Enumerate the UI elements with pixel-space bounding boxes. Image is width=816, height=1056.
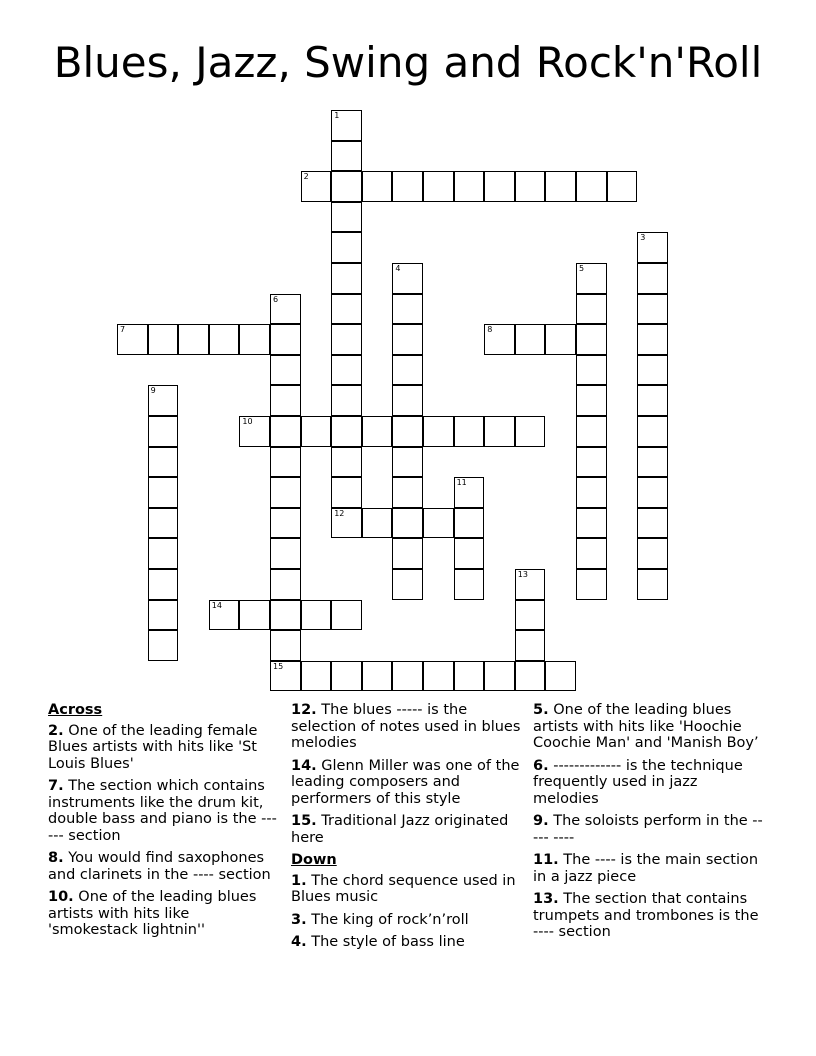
grid-cell[interactable] <box>270 661 301 692</box>
grid-cell[interactable] <box>576 508 607 539</box>
clue-number: 2. <box>48 722 64 739</box>
grid-cell[interactable] <box>362 661 393 692</box>
clue-number: 9. <box>533 813 549 829</box>
grid-cell[interactable] <box>270 294 301 325</box>
clue-item <box>533 891 765 941</box>
grid-cell[interactable] <box>637 416 668 447</box>
grid-cell[interactable] <box>117 324 148 355</box>
grid-cell[interactable] <box>148 538 179 569</box>
grid-cell[interactable] <box>515 416 546 447</box>
grid-cell[interactable] <box>392 355 423 386</box>
grid-cell[interactable] <box>454 171 485 202</box>
grid-cell[interactable] <box>454 538 485 569</box>
clue-text: Glenn Miller was one of the leading composers and performers of this style <box>291 757 520 807</box>
grid-cell[interactable] <box>239 416 270 447</box>
grid-cell[interactable] <box>637 324 668 355</box>
clue-item <box>291 912 523 929</box>
grid-cell[interactable] <box>576 263 607 294</box>
grid-cell[interactable] <box>392 477 423 508</box>
clue-text: ------------- is the technique frequently used in jazz melodies <box>533 757 743 807</box>
grid-cell[interactable] <box>576 171 607 202</box>
grid-cell[interactable] <box>637 538 668 569</box>
grid-cell[interactable] <box>331 232 362 263</box>
clue-item <box>291 934 523 951</box>
grid-cell[interactable] <box>148 569 179 600</box>
grid-cell[interactable] <box>515 661 546 692</box>
clue-item <box>533 758 765 808</box>
grid-cell[interactable] <box>576 324 607 355</box>
grid-cell[interactable] <box>454 477 485 508</box>
grid-cell[interactable] <box>454 661 485 692</box>
grid-cell[interactable] <box>637 477 668 508</box>
grid-cell[interactable] <box>515 171 546 202</box>
clue-item <box>48 778 280 844</box>
grid-cell[interactable] <box>148 630 179 661</box>
grid-cell[interactable] <box>331 263 362 294</box>
grid-cell[interactable] <box>270 569 301 600</box>
grid-cell[interactable] <box>637 294 668 325</box>
grid-cell[interactable] <box>331 447 362 478</box>
grid-cell[interactable] <box>331 202 362 233</box>
grid-cell[interactable] <box>637 508 668 539</box>
grid-cell[interactable] <box>454 508 485 539</box>
clue-number: 14. <box>291 757 317 774</box>
grid-cell[interactable] <box>454 416 485 447</box>
grid-cell[interactable] <box>301 600 332 631</box>
grid-cell[interactable] <box>392 661 423 692</box>
grid-cell[interactable] <box>484 416 515 447</box>
grid-cell[interactable] <box>301 171 332 202</box>
grid-cell[interactable] <box>331 477 362 508</box>
clue-number-label: 11 <box>456 478 467 488</box>
clue-item <box>48 723 280 773</box>
grid-cell[interactable] <box>148 477 179 508</box>
grid-cell[interactable] <box>270 538 301 569</box>
grid-cell[interactable] <box>270 416 301 447</box>
clue-text: The section which contains instruments like the drum kit, double bass and piano is the ------ section <box>48 778 277 844</box>
grid-cell[interactable] <box>362 416 393 447</box>
grid-cell[interactable] <box>301 661 332 692</box>
grid-cell[interactable] <box>331 600 362 631</box>
grid-cell[interactable] <box>576 355 607 386</box>
clue-text: Traditional Jazz originated here <box>291 813 509 846</box>
grid-cell[interactable] <box>637 232 668 263</box>
grid-cell[interactable] <box>270 355 301 386</box>
grid-cell[interactable] <box>301 416 332 447</box>
grid-cell[interactable] <box>331 324 362 355</box>
grid-cell[interactable] <box>392 508 423 539</box>
grid-cell[interactable] <box>576 569 607 600</box>
grid-cell[interactable] <box>392 385 423 416</box>
grid-cell[interactable] <box>331 661 362 692</box>
clue-text: You would find saxophones and clarinets in the ---- section <box>48 850 271 883</box>
grid-cell[interactable] <box>392 538 423 569</box>
grid-cell[interactable] <box>515 324 546 355</box>
clue-text: The king of rock’n’roll <box>306 911 469 928</box>
grid-cell[interactable] <box>637 569 668 600</box>
down-heading: Down <box>291 852 337 868</box>
grid-cell[interactable] <box>331 385 362 416</box>
grid-cell[interactable] <box>484 661 515 692</box>
clue-number-label: 12 <box>334 508 345 518</box>
grid-cell[interactable] <box>637 355 668 386</box>
clue-number: 11. <box>533 852 559 868</box>
clue-column-2 <box>291 702 523 957</box>
grid-cell[interactable] <box>576 447 607 478</box>
grid-cell[interactable] <box>576 477 607 508</box>
grid-cell[interactable] <box>331 110 362 141</box>
clue-item <box>291 873 523 906</box>
clue-number: 1. <box>291 872 307 889</box>
grid-cell[interactable] <box>270 508 301 539</box>
clue-number: 3. <box>291 911 307 928</box>
grid-cell[interactable] <box>423 171 454 202</box>
grid-cell[interactable] <box>148 508 179 539</box>
grid-cell[interactable] <box>331 416 362 447</box>
clue-number: 12. <box>291 702 317 718</box>
clue-number-label: 8 <box>487 325 493 335</box>
grid-cell[interactable] <box>270 324 301 355</box>
grid-cell[interactable] <box>331 171 362 202</box>
clue-item <box>291 702 523 752</box>
clue-item <box>533 852 765 885</box>
grid-cell[interactable] <box>484 171 515 202</box>
grid-cell[interactable] <box>362 171 393 202</box>
grid-cell[interactable] <box>178 324 209 355</box>
grid-cell[interactable] <box>576 294 607 325</box>
grid-cell[interactable] <box>362 508 393 539</box>
grid-cell[interactable] <box>515 630 546 661</box>
clue-number-label: 2 <box>303 172 309 182</box>
clue-number-label: 14 <box>211 600 222 610</box>
grid-cell[interactable] <box>392 171 423 202</box>
grid-cell[interactable] <box>607 171 638 202</box>
grid-cell[interactable] <box>423 416 454 447</box>
grid-cell[interactable] <box>637 385 668 416</box>
grid-cell[interactable] <box>545 324 576 355</box>
grid-cell[interactable] <box>148 324 179 355</box>
grid-cell[interactable] <box>515 600 546 631</box>
clue-number-label: 6 <box>273 294 279 304</box>
clue-text: The blues ----- is the selection of notes used in blues melodies <box>291 702 521 751</box>
clue-text: The chord sequence used in Blues music <box>291 872 516 905</box>
grid-cell[interactable] <box>148 447 179 478</box>
grid-cell[interactable] <box>576 385 607 416</box>
clue-item <box>48 889 280 939</box>
clue-number: 6. <box>533 757 549 774</box>
grid-cell[interactable] <box>637 263 668 294</box>
clue-number: 15. <box>291 813 317 829</box>
grid-cell[interactable] <box>239 600 270 631</box>
grid-cell[interactable] <box>148 600 179 631</box>
clue-number: 7. <box>48 778 64 794</box>
puzzle-title: Blues, Jazz, Swing and Rock'n'Roll <box>53 38 763 87</box>
clue-text: The soloists perform in the ----- ---- <box>533 813 763 846</box>
grid-cell[interactable] <box>392 447 423 478</box>
grid-cell[interactable] <box>392 324 423 355</box>
clue-number: 8. <box>48 850 64 866</box>
grid-cell[interactable] <box>545 171 576 202</box>
grid-cell[interactable] <box>515 569 546 600</box>
grid-cell[interactable] <box>331 294 362 325</box>
grid-cell[interactable] <box>209 600 240 631</box>
clue-number-label: 9 <box>150 386 156 396</box>
grid-cell[interactable] <box>392 263 423 294</box>
clue-text: The style of bass line <box>306 934 465 950</box>
grid-cell[interactable] <box>331 141 362 172</box>
clue-number: 5. <box>533 702 549 718</box>
grid-cell[interactable] <box>392 569 423 600</box>
clue-item <box>533 702 765 752</box>
clue-item <box>291 758 523 808</box>
grid-cell[interactable] <box>239 324 270 355</box>
grid-cell[interactable] <box>392 416 423 447</box>
clue-text: One of the leading blues artists with hits like 'smokestack lightnin'' <box>48 889 257 938</box>
grid-cell[interactable] <box>576 416 607 447</box>
grid-cell[interactable] <box>331 508 362 539</box>
grid-cell[interactable] <box>270 600 301 631</box>
grid-cell[interactable] <box>545 661 576 692</box>
clue-number-label: 1 <box>334 111 340 120</box>
clue-number: 4. <box>291 934 307 950</box>
grid-cell[interactable] <box>423 661 454 692</box>
grid-cell[interactable] <box>484 324 515 355</box>
across-heading: Across <box>48 702 103 718</box>
grid-cell[interactable] <box>637 447 668 478</box>
clue-item <box>533 813 765 846</box>
clue-text: One of the leading blues artists with hits like 'Hoochie Coochie Man' and 'Manish Boy’ <box>533 702 759 751</box>
grid-cell[interactable] <box>331 355 362 386</box>
clue-column-3 <box>533 702 765 947</box>
clue-number: 13. <box>533 891 559 907</box>
grid-cell[interactable] <box>148 416 179 447</box>
grid-cell[interactable] <box>270 477 301 508</box>
grid-cell[interactable] <box>270 385 301 416</box>
clue-number-label: 7 <box>120 325 126 335</box>
clue-number-label: 4 <box>395 264 401 273</box>
clue-item <box>48 850 280 883</box>
clue-text: One of the leading female Blues artists with hits like 'St Louis Blues' <box>48 722 258 772</box>
clue-number-label: 13 <box>517 570 528 579</box>
clue-text: The ---- is the main section in a jazz piece <box>533 852 759 885</box>
clue-number-label: 3 <box>640 233 646 243</box>
clue-number: 10. <box>48 889 74 905</box>
grid-cell[interactable] <box>270 630 301 661</box>
grid-cell[interactable] <box>209 324 240 355</box>
clue-text: The section that contains trumpets and trombones is the ---- section <box>533 891 759 940</box>
grid-cell[interactable] <box>423 508 454 539</box>
grid-cell[interactable] <box>148 385 179 416</box>
clue-column-1 <box>48 702 280 945</box>
grid-cell[interactable] <box>454 569 485 600</box>
clue-number-label: 15 <box>273 661 284 671</box>
grid-cell[interactable] <box>576 538 607 569</box>
clue-item <box>291 813 523 846</box>
grid-cell[interactable] <box>392 294 423 325</box>
grid-cell[interactable] <box>270 447 301 478</box>
clue-number-label: 5 <box>579 264 585 273</box>
clue-number-label: 10 <box>242 417 253 426</box>
